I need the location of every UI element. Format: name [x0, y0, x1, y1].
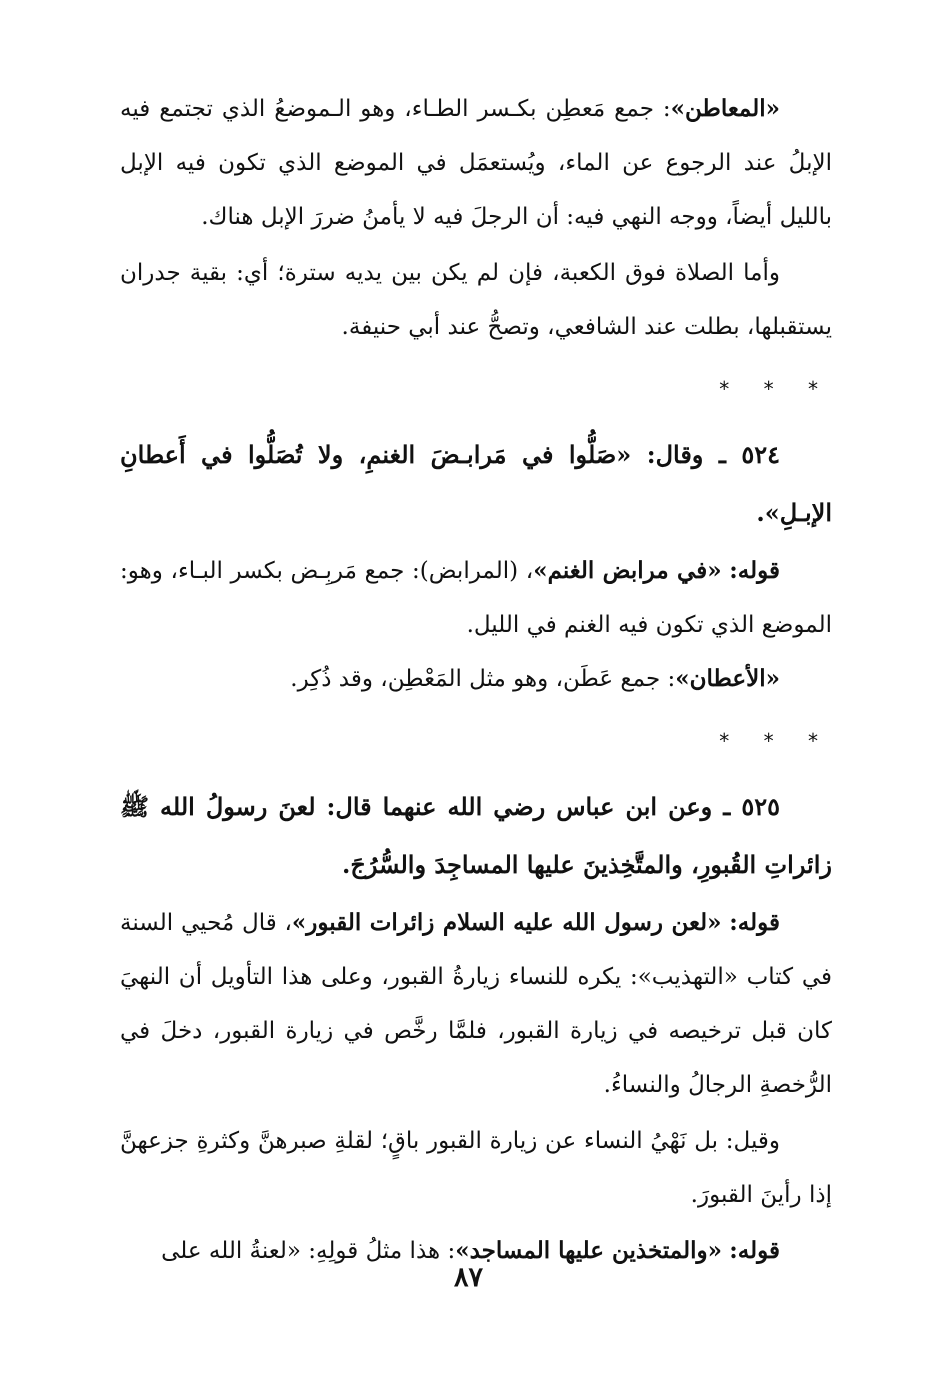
paragraph-text: : هذا مثلُ قولِهِ: «لعنةُ الله على: [161, 1238, 456, 1264]
hadith-524: [120, 426, 832, 542]
term-marabid: «في مرابض الغنم»: [533, 557, 722, 584]
paragraph-text: وأما الصلاة فوق الكعبة، فإن لم يكن بين يديه سترة؛ أي: بقية جدران يستقبلها، بطلت عند الشافعي، وتصحُّ عند أبي حنيفة.: [120, 260, 832, 340]
paragraph-text: ، (المرابض): جمع مَربِـض بكسر البـاء، وهو: الموضع الذي تكون فيه الغنم في الليل.: [120, 558, 832, 638]
paragraph-text: ، قال مُحيي السنة في كتاب «التهذيب»: يكره للنساء زيارةُ القبور، وعلى هذا التأويل أن النهيَ كان قبل ترخيصه في زيارة القبور، فلمَّا رخَّص في زيارة القبور، دخلَ في الرُّخصةِ الرجالُ والنساءُ.: [120, 910, 832, 1098]
hadith-525: [120, 778, 832, 894]
term-visiting-graves: «لعن رسول الله عليه السلام زائرات القبور»: [291, 909, 722, 936]
page-number: ٨٧: [453, 1262, 483, 1293]
section-separator: * * *: [719, 729, 832, 753]
paragraph-prohibition-remains: [120, 1114, 832, 1222]
paragraph-aatan: [120, 652, 832, 706]
paragraph-prayer-kaaba: [120, 246, 832, 354]
lead-qawluh: قوله:: [729, 909, 780, 936]
hadith-text: وقال: «صَلُّوا في مَرابـضَ الغنمِ، ولا تُصَلُّوا في أَعطانِ الإبـلِ».: [120, 440, 832, 527]
paragraph-text: وقيل: بل نَهْيُ النساء عن زيارة القبور باقٍ؛ لقلةِ صبرهنَّ وكثرةِ جزعهنَّ إذا رأينَ القبورَ.: [120, 1128, 832, 1208]
lead-qawluh: قوله:: [729, 557, 780, 584]
paragraph-maatin: [120, 82, 832, 244]
paragraph-visiting-graves: [120, 896, 832, 1112]
term-mosques: «والمتخذين عليها المساجد»: [455, 1237, 722, 1264]
hadith-number: ٥٢٤ ـ: [718, 440, 780, 469]
paragraph-text: : جمع مَعطِن بكـسر الطـاء، وهو الـموضعُ الذي تجتمع فيه الإبلُ عند الرجوع عن الماء، ويُستعمَل في الموضع الذي تكون فيه الإبل بالليل أيضاً، ووجه النهي فيه: أن الرجلَ فيه لا يأمنُ ضررَ الإبل هناك.: [120, 96, 832, 230]
paragraph-text: : جمع عَطَن، وهو مثل المَعْطِن، وقد ذُكِر.: [290, 666, 676, 692]
hadith-text: وعن ابن عباس رضي الله عنهما قال: لعنَ رسولُ الله ﷺ زائراتِ القُبورِ، والمتَّخِذينَ عليها المساجِدَ والسُّرُجَ.: [120, 792, 832, 879]
page-body: [120, 82, 832, 1278]
term-aatan: «الأعطان»: [675, 665, 780, 692]
paragraph-marabid: [120, 544, 832, 652]
lead-qawluh: قوله:: [729, 1237, 780, 1264]
section-separator: * * *: [719, 377, 832, 401]
hadith-number: ٥٢٥ ـ: [723, 792, 780, 821]
term-maatin: «المعاطن»: [670, 95, 780, 122]
